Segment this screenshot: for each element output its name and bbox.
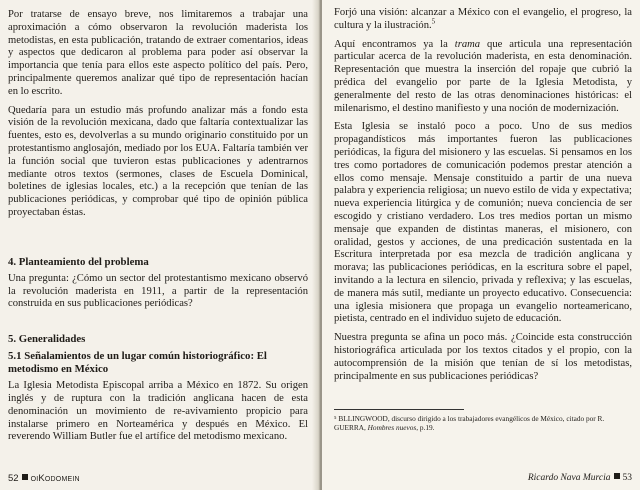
- author-name: Ricardo Nava Murcia: [527, 473, 611, 483]
- left-folio: [8, 473, 80, 484]
- section-4-heading: 4. Planteamiento del problema: [8, 255, 149, 268]
- right-page: [322, 0, 640, 490]
- intro-paragraph-1: Por tratarse de ensayo breve, nos limitaremos a trabajar una aproximación a cómo observaron la revolución maderista los metodistas, en esta publicación, tratando de extraer comentarios, ideas y aspectos que dedicaron al problema para poder así observar la importancia que tenía para ellos este aspecto político del país. Pero, principalmente queremos analizar qué tipo de representación hacían en lo escrito.: [8, 9, 308, 97]
- footnote-divider: [334, 409, 464, 410]
- footnote-ref: 5: [431, 17, 436, 26]
- emphasis-trama: trama: [454, 38, 481, 50]
- page-number-left: 52: [8, 473, 19, 484]
- section-5-heading: 5. Generalidades: [8, 333, 86, 346]
- footnote-5: ⁵ BLLINGWOOD, discurso dirigido a los trabajadores evangélicos de México, citado por R. GUERRA, Hombres nuevos, p.19.: [334, 414, 605, 433]
- left-page: [0, 0, 318, 490]
- right-paragraph-1: Forjó una visión: alcanzar a México con el evangelio, el progreso, la cultura y la ilustración.$^5$: [334, 7, 632, 31]
- square-bullet-icon: [614, 473, 620, 479]
- section-5-1-text: La Iglesia Metodista Episcopal arriba a México en 1872. Su origen inglés y de ruptura con la tradición anglicana hacen de esta denominación un movimiento de re-avivamiento propicio para instalarse primero en Norteamérica y después en México. El reverendo William Butler fue el artífice del metodismo mexicano.: [8, 380, 308, 443]
- journal-name: oiKodomein: [30, 473, 80, 484]
- right-folio: [528, 473, 632, 484]
- right-paragraph-4: Nuestra pregunta se afina un poco más. ¿Coincide esta construcción historiográfica articulada por los textos citados y el propio, con la autocomprensión de la misión que tenían de sí los metodistas, principalmente en sus publicaciones periódicas?: [334, 332, 632, 382]
- right-paragraph-3: Esta Iglesia se instaló poco a poco. Uno de sus medios propagandísticos más importantes fueron las publicaciones periódicas, la figura del misionero y las escuelas. Si pensamos en los tres como portadores de comunicación podemos prestar atención a ellos como mensaje. Mensaje constituido a partir de una nueva palabra y experiencia religiosa; un nuevo estilo de vida y expectativa; nueva experiencia litúrgica y de comunión; nueva conciencia de ser escogido y cristiano verdadero. Los tres medios portan un mismo mensaje que expanden de distintas maneras, el misionero, con oralidad, gestos y acciones, de una predicación sustentada en la Escritura interpretada por esa mezcla de tradición anglicana y morava; las publicaciones periódicas, en la escritura sobre el papel, invitando a la lectura en silencio, privada y reflexiva; y las escuelas, de manera más sutil, mediante un proyecto educativo. Consecuencia: una iglesia misionera que propaga un evangelio norteamericano, pietista, centrado en el individuo sujeto de educación.: [334, 121, 632, 325]
- right-paragraph-2: Aquí encontramos ya la trama que articula una representación particular acerca de la revolución maderista, en esta denominación. Representación que muestra la inserción del ropaje que cubrió la prédica del evangelio por parte de la Iglesia Metodista, y generalmente del resto de las otras denominaciones históricas: el milenarismo, el destino manifiesto y una noción de modernización.: [334, 38, 632, 114]
- section-5-1-subheading: 5.1 Señalamientos de un lugar común historiográfico: El metodismo en México: [8, 350, 267, 376]
- section-4-text: Una pregunta: ¿Cómo un sector del protestantismo mexicano observó la revolución maderista en 1911, a partir de la representación construida en sus publicaciones periódicas?: [8, 272, 308, 310]
- page-number-right: 53: [622, 473, 632, 483]
- intro-paragraph-2: Quedaría para un estudio más profundo analizar más a fondo esta visión de la revolución mexicana, dado que faltaría contextualizar las fuentes, esto es, devolverlas a su mundo originario constituido por un protestantismo anglosajón, mediado por los EUA. Faltaría también ver la función social que tuvieron estas publicaciones y adentrarnos mediante otros textos (sermones, clases de Escuela Dominical, boletines de iglesias locales, etc.) a la recepción que tenían de las publicaciones periódicas, y comprobar qué tipo de opinión pública proyectaban éstas.: [8, 104, 308, 218]
- square-bullet-icon: [22, 474, 28, 480]
